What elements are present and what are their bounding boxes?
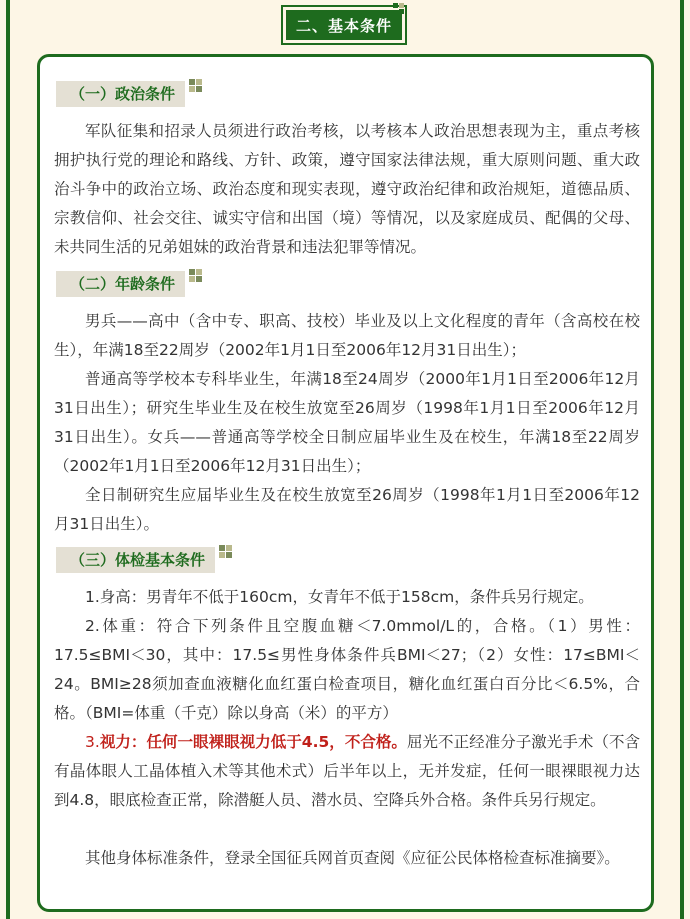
content-card	[37, 54, 654, 912]
paragraph: 全日制研究生应届毕业生及在校生放宽至26周岁（1998年1月1日至2006年12月31日出生）。	[54, 486, 640, 533]
vision-highlight: 视力：任何一眼裸眼视力低于4.5，不合格。	[99, 733, 407, 751]
square-decoration-icon	[219, 545, 237, 563]
section-heading-label: （一）政治条件	[56, 81, 185, 107]
paragraph-height: 1.身高：男青年不低于160cm，女青年不低于158cm，条件兵另行规定。	[85, 588, 594, 606]
page-title: 二、基本条件	[286, 10, 402, 40]
section-heading-age	[56, 271, 207, 297]
section-title-box	[281, 5, 407, 45]
paragraph-vision	[54, 728, 640, 815]
paragraph: 男兵——高中（含中专、职高、技校）毕业及以上文化程度的青年（含高校在校生），年满18至22周岁（2002年1月1日至2006年12月31日出生）；	[54, 312, 640, 359]
title-decoration-icon	[393, 3, 407, 13]
square-decoration-icon	[189, 269, 207, 287]
vision-rest: 屈光不正经准分子激光手术（不含有晶体眼人工晶体植入术等其他术式）后半年以上，无并发症，任何一眼裸眼视力达到4.8，眼底检查正常，除潜艇人员、潜水员、空降兵外合格。条件兵另行规定。	[54, 733, 640, 809]
paragraph: 军队征集和招录人员须进行政治考核，以考核本人政治思想表现为主，重点考核拥护执行党的理论和路线、方针、政策，遵守国家法律法规，重大原则问题、重大政治斗争中的政治立场、政治态度和现实表现，遵守政治纪律和政治规矩，道德品质、宗教信仰、社会交往、诚实守信和出国（境）等情况，以及家庭成员、配偶的父母、未共同生活的兄弟姐妹的政治背景和违法犯罪等情况。	[54, 122, 640, 256]
section-heading-label: （二）年龄条件	[56, 271, 185, 297]
paragraph: 普通高等学校本专科毕业生，年满18至24周岁（2000年1月1日至2006年12月31日出生）；研究生毕业生及在校生放宽至26周岁（1998年1月1日至2006年12月31日出生）。女兵——普通高等学校全日制应届毕业生及在校生，年满18至22周岁（2002年1月1日至2006年12月31日出生）；	[54, 370, 640, 475]
section-heading-label: （三）体检基本条件	[56, 547, 215, 573]
paragraph-weight: 2.体重：符合下列条件且空腹血糖＜7.0mmol/L的，合格。（1）男性：17.5≤BMI＜30，其中：17.5≤男性身体条件兵BMI＜27；（2）女性：17≤BMI＜24。BMI≥28须加查血液糖化血红蛋白检查项目，糖化血红蛋白百分比＜6.5%，合格。（BMI=体重（千克）除以身高（米）的平方）	[54, 617, 640, 722]
vision-prefix: 3.	[85, 733, 100, 751]
paragraph-closing: 其他身体标准条件，登录全国征兵网首页查阅《应征公民体格检查标准摘要》。	[85, 849, 620, 867]
section-heading-political	[56, 81, 207, 107]
square-decoration-icon	[189, 79, 207, 97]
section-heading-physical	[56, 547, 237, 573]
